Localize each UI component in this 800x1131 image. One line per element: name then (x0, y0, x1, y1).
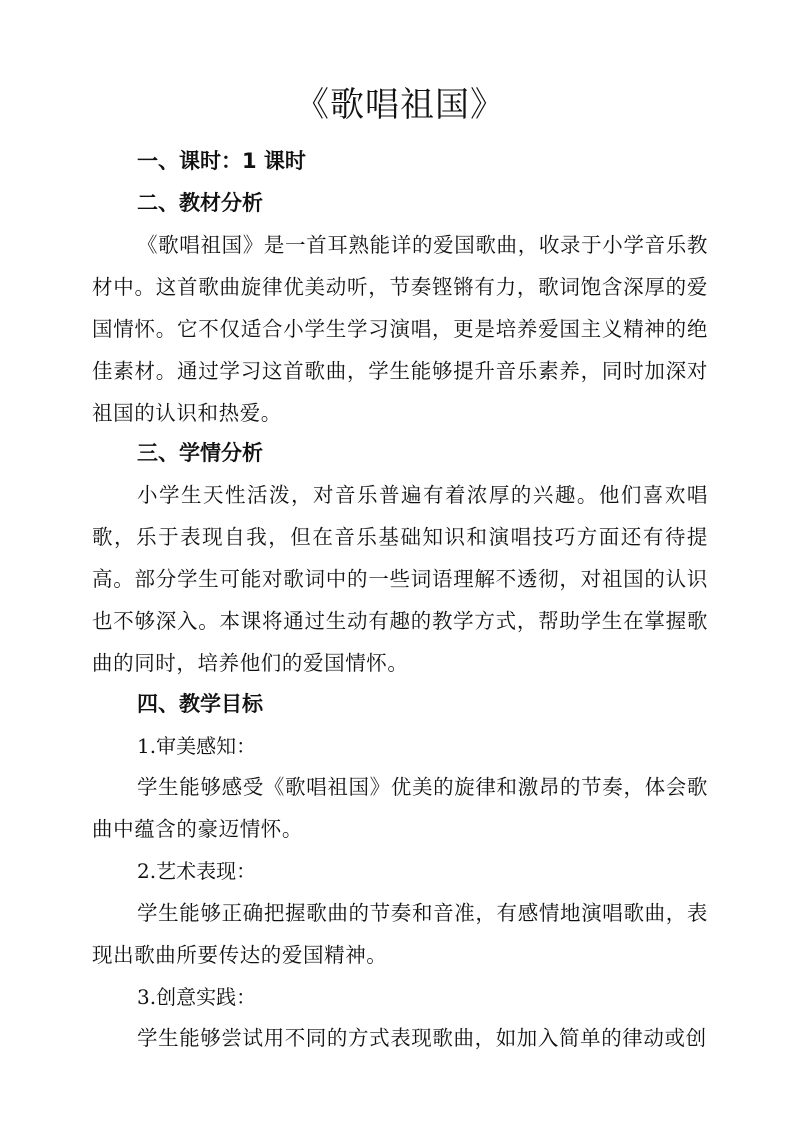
goal-creative-text: 学生能够尝试用不同的方式表现歌曲，如加入简单的律动或创 (137, 1026, 707, 1050)
goal-aesthetic-text: 学生能够感受《歌唱祖国》优美的旋律和激昂的节奏，体会歌曲中蕴含的豪迈情怀。 (92, 775, 708, 841)
heading-teaching-goals: 四、教学目标 (137, 692, 263, 716)
goal-creative-heading: 3.创意实践： (137, 985, 257, 1009)
heading-material-analysis: 二、教材分析 (137, 191, 263, 215)
document-title: 《歌唱祖国》 (295, 85, 505, 125)
goal-artistic-heading: 2.艺术表现： (137, 859, 257, 883)
paragraph-material-analysis: 《歌唱祖国》是一首耳熟能详的爱国歌曲，收录于小学音乐教材中。这首歌曲旋律优美动听，节奏铿锵有力，歌词饱含深厚的爱国情怀。它不仅适合小学生学习演唱，更是培养爱国主义精神的绝佳素材。通过学习这首歌曲，学生能够提升音乐素养，同时加深对祖国的认识和热爱。 (92, 233, 708, 425)
goal-aesthetic-heading: 1.审美感知： (137, 734, 257, 758)
goal-artistic-text: 学生能够正确把握歌曲的节奏和音准，有感情地演唱歌曲，表现出歌曲所要传达的爱国精神。 (92, 901, 708, 967)
paragraph-student-analysis: 小学生天性活泼，对音乐普遍有着浓厚的兴趣。他们喜欢唱歌，乐于表现自我，但在音乐基础知识和演唱技巧方面还有待提高。部分学生可能对歌词中的一些词语理解不透彻，对祖国的认识也不够深入。本课将通过生动有趣的教学方式，帮助学生在掌握歌曲的同时，培养他们的爱国情怀。 (92, 483, 708, 675)
heading-class-period: 一、课时：1 课时 (137, 149, 306, 173)
heading-student-analysis: 三、学情分析 (137, 441, 263, 465)
